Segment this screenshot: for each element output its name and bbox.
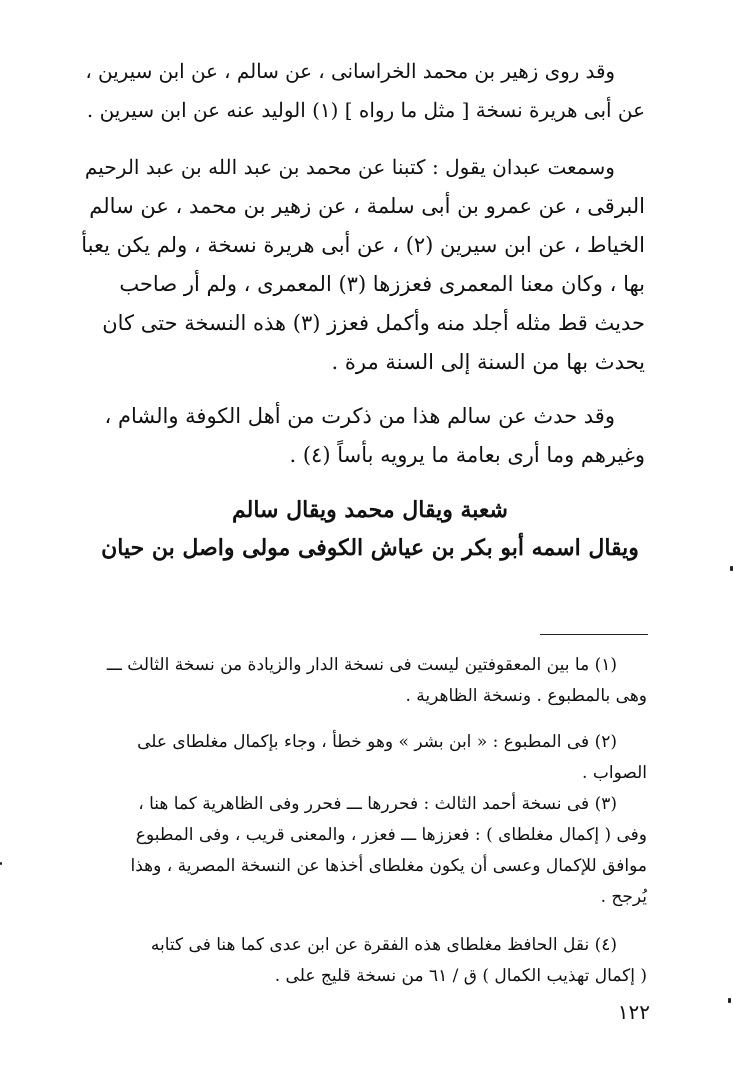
footnote-4-line-1: (٤) نقل الحافظ مغلطاى هذه الفقرة عن ابن عدى كما هنا فى كتابه <box>150 935 617 955</box>
footnote-3 <box>87 789 647 913</box>
scan-speck <box>0 862 2 865</box>
footnote-4 <box>87 930 647 992</box>
footnote-1-line-1: (١) ما بين المعقوفتين ليست فى نسخة الدار والزيادة من نسخة الثالث ـــ <box>106 655 617 675</box>
paragraph-3 <box>75 397 645 475</box>
section-heading-line-2: ويقال اسمه أبو بكر بن عياش الكوفى مولى واصل بن حيان <box>101 535 639 561</box>
paragraph-2-line-2: البرقى ، عن عمرو بن أبى سلمة ، عن زهير بن محمد ، عن سالم <box>89 194 645 218</box>
paragraph-2-line-6: يحدث بها من السنة إلى السنة مرة . <box>331 350 645 374</box>
footnote-2-line-2: الصواب . <box>582 763 647 783</box>
footnote-3-line-2: وفى ( إكمال مغلطاى ) : فعززها ـــ فعزر ، والمعنى قريب ، وفى المطبوع <box>135 825 647 845</box>
scan-speck <box>728 998 731 1003</box>
paragraph-1-line-2: عن أبى هريرة نسخة [ مثل ما رواه ] (١) الوليد عنه عن ابن سيرين . <box>86 98 645 122</box>
paragraph-2-line-4: بها ، وكان معنا المعمرى فعززها (٣) المعمرى ، ولم أر صاحب <box>119 272 645 296</box>
paragraph-3-line-1: وقد حدث عن سالم هذا من ذكرت من أهل الكوفة والشام ، <box>104 404 615 428</box>
page-number: ١٢٢ <box>617 1000 650 1024</box>
footnote-3-line-1: (٣) فى نسخة أحمد الثالث : فحررها ـــ فحرر وفى الظاهرية كما هنا ، <box>138 794 617 814</box>
paragraph-1-line-1: وقد روى زهير بن محمد الخراسانى ، عن سالم ، عن ابن سيرين ، <box>85 60 615 83</box>
footnote-separator <box>540 634 648 635</box>
footnote-4-line-2: ( إكمال تهذيب الكمال ) ق / ٦١ من نسخة قليج على . <box>274 966 647 986</box>
footnote-2-line-1: (٢) فى المطبوع : « ابن بشر » وهو خطأ ، وجاء بإكمال مغلطاى على <box>137 732 617 752</box>
footnote-2 <box>87 727 647 789</box>
footnote-1 <box>87 650 647 712</box>
footnote-3-line-3: موافق للإكمال وعسى أن يكون مغلطاى أخذها عن النسخة المصرية ، وهذا <box>130 856 647 876</box>
paragraph-2-line-3: الخياط ، عن ابن سيرين (٢) ، عن أبى هريرة نسخة ، ولم يكن يعبأ <box>81 233 645 257</box>
section-heading-line-1: شعبة ويقال محمد ويقال سالم <box>232 497 508 523</box>
paragraph-1 <box>75 52 645 130</box>
paragraph-2 <box>75 148 645 382</box>
paragraph-2-line-5: حديث قط مثله أجلد منه وأكمل فعزز (٣) هذه النسخة حتى كان <box>102 311 645 335</box>
paragraph-2-line-1: وسمعت عبدان يقول : كتبنا عن محمد بن عبد الله بن عبد الرحيم <box>84 155 615 179</box>
footnote-3-line-4: يُرجح . <box>600 887 647 907</box>
footnote-1-line-2: وهى بالمطبوع . ونسخة الظاهرية . <box>405 686 647 706</box>
paragraph-3-line-2: وغيرهم وما أرى بعامة ما يرويه بأساً (٤) . <box>289 443 645 467</box>
